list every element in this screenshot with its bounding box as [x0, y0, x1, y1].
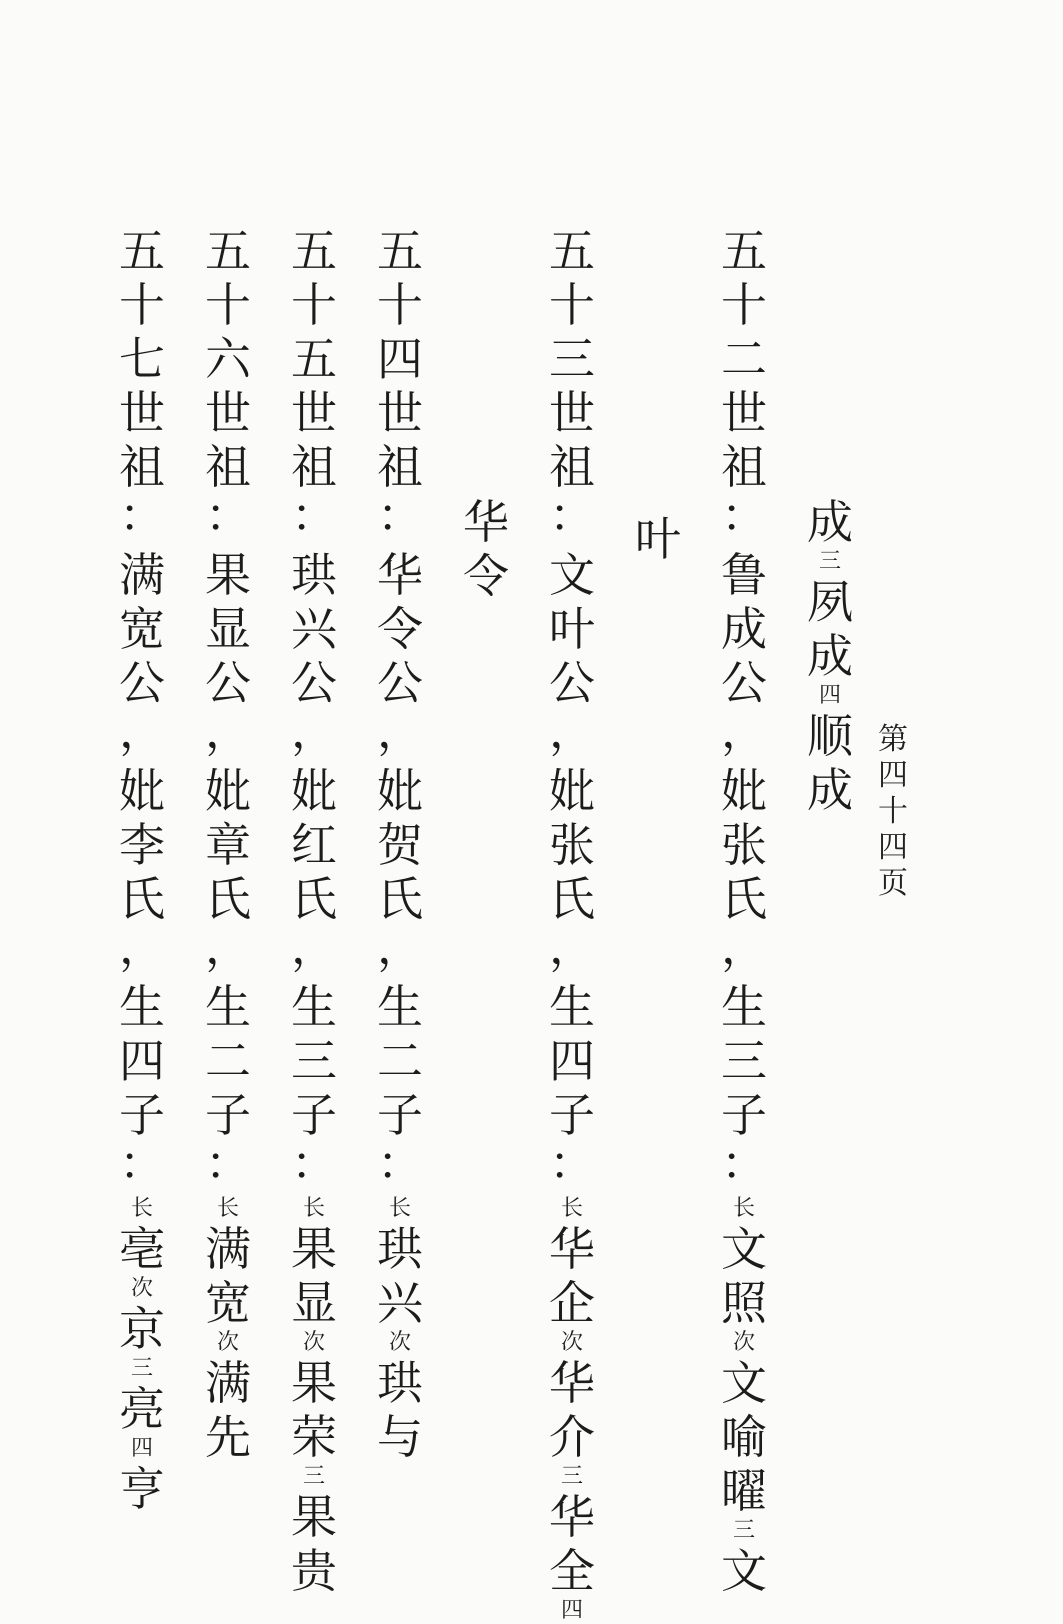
- text-char: 世: [721, 386, 767, 440]
- annotation-char: 四: [560, 1598, 583, 1623]
- text-char: 祖: [119, 440, 165, 494]
- text-char: 令: [377, 602, 423, 656]
- annotation-char: 长: [388, 1196, 411, 1221]
- text-char: 文: [721, 1544, 767, 1598]
- text-char: 夙: [807, 575, 853, 629]
- text-char: 公: [377, 656, 423, 710]
- text-char: 果: [291, 1356, 337, 1410]
- text-char: 公: [549, 656, 595, 710]
- annotation-char: 长: [216, 1196, 239, 1221]
- text-char: 四: [549, 1034, 595, 1088]
- text-char: 生: [119, 980, 165, 1034]
- text-char: 祖: [549, 440, 595, 494]
- text-char: 四: [377, 332, 423, 386]
- text-char: ，: [205, 920, 251, 974]
- text-char: 章: [205, 818, 251, 872]
- text-char: 华: [549, 1490, 595, 1544]
- annotation-char: 长: [732, 1196, 755, 1221]
- text-char: ，: [377, 920, 423, 974]
- text-char: 十: [549, 278, 595, 332]
- annotation-char: 长: [130, 1196, 153, 1221]
- text-char: ：: [119, 1136, 165, 1190]
- text-column-col-57: [112, 224, 172, 1516]
- text-char: 华: [549, 1356, 595, 1410]
- text-char: 氏: [549, 872, 595, 926]
- annotation-char: 长: [560, 1196, 583, 1221]
- text-char: 珙: [291, 548, 337, 602]
- text-char: 兴: [377, 1276, 423, 1330]
- text-column-col-52: [714, 224, 774, 1598]
- text-char: 张: [549, 818, 595, 872]
- annotation-char: 三: [560, 1464, 583, 1489]
- annotation-char: 四: [130, 1436, 153, 1461]
- text-char: 子: [549, 1088, 595, 1142]
- text-char: 十: [721, 278, 767, 332]
- text-char: 世: [119, 386, 165, 440]
- text-char: 生: [377, 980, 423, 1034]
- text-char: 显: [291, 1276, 337, 1330]
- text-char: ：: [291, 1136, 337, 1190]
- text-char: 五: [721, 224, 767, 278]
- text-char: 与: [377, 1410, 423, 1464]
- text-char: ：: [205, 488, 251, 542]
- text-char: 生: [721, 980, 767, 1034]
- text-column-col-53-cont: [628, 512, 688, 566]
- text-char: 贵: [291, 1544, 337, 1598]
- text-char: ：: [377, 488, 423, 542]
- text-column-col-54-cont: [456, 495, 516, 603]
- annotation-char: 次: [560, 1330, 583, 1355]
- text-char: ，: [119, 920, 165, 974]
- text-char: 宽: [119, 602, 165, 656]
- text-char: 祖: [205, 440, 251, 494]
- text-column-col-53: [542, 224, 602, 1624]
- text-char: 贺: [377, 818, 423, 872]
- annotation-char: 次: [732, 1330, 755, 1355]
- text-char: 喻: [721, 1410, 767, 1464]
- text-char: 三: [549, 332, 595, 386]
- text-char: 五: [377, 224, 423, 278]
- text-char: 子: [205, 1088, 251, 1142]
- text-char: ，: [119, 704, 165, 758]
- text-char: ，: [549, 920, 595, 974]
- text-char: 世: [205, 386, 251, 440]
- text-char: 文: [721, 1222, 767, 1276]
- text-char: 亨: [119, 1462, 165, 1516]
- annotation-char: 三: [302, 1464, 325, 1489]
- text-char: 七: [119, 332, 165, 386]
- text-char: ，: [205, 704, 251, 758]
- text-column-col-54: [370, 224, 430, 1464]
- text-char: ，: [721, 920, 767, 974]
- text-char: ：: [119, 488, 165, 542]
- text-char: ，: [291, 920, 337, 974]
- text-char: 满: [205, 1356, 251, 1410]
- text-char: 公: [721, 656, 767, 710]
- text-char: 妣: [549, 764, 595, 818]
- text-char: 叶: [635, 512, 681, 566]
- text-char: ：: [377, 1136, 423, 1190]
- text-char: 公: [205, 656, 251, 710]
- text-char: 兴: [291, 602, 337, 656]
- text-char: 五: [205, 224, 251, 278]
- text-char: 珙: [377, 1356, 423, 1410]
- text-char: 五: [119, 224, 165, 278]
- text-char: 妣: [291, 764, 337, 818]
- text-char: 子: [721, 1088, 767, 1142]
- text-char: 介: [549, 1410, 595, 1464]
- text-char: 全: [549, 1544, 595, 1598]
- text-char: ：: [549, 1136, 595, 1190]
- text-char: 世: [377, 386, 423, 440]
- text-char: 妣: [205, 764, 251, 818]
- text-char: 企: [549, 1276, 595, 1330]
- text-char: 张: [721, 818, 767, 872]
- annotation-char: 次: [388, 1330, 411, 1355]
- text-char: 四: [119, 1034, 165, 1088]
- text-char: 叶: [549, 602, 595, 656]
- text-char: 满: [119, 548, 165, 602]
- text-char: 五: [291, 332, 337, 386]
- text-char: ，: [377, 704, 423, 758]
- text-char: ：: [291, 488, 337, 542]
- text-char: 五: [549, 224, 595, 278]
- text-char: 华: [377, 548, 423, 602]
- text-char: 六: [205, 332, 251, 386]
- text-column-col-52-cont: [800, 495, 860, 817]
- text-char: 氏: [721, 872, 767, 926]
- text-char: 五: [291, 224, 337, 278]
- text-column-col-56: [198, 224, 258, 1464]
- text-char: 十: [377, 278, 423, 332]
- text-char: 公: [119, 656, 165, 710]
- text-char: ：: [721, 1136, 767, 1190]
- text-char: 十: [205, 278, 251, 332]
- text-char: 果: [205, 548, 251, 602]
- text-char: 红: [291, 818, 337, 872]
- text-char: 亳: [119, 1222, 165, 1276]
- text-char: 顺: [807, 709, 853, 763]
- text-char: 氏: [119, 872, 165, 926]
- text-char: 子: [291, 1088, 337, 1142]
- text-char: 宽: [205, 1276, 251, 1330]
- annotation-char: 次: [302, 1330, 325, 1355]
- text-char: 京: [119, 1302, 165, 1356]
- text-char: 祖: [291, 440, 337, 494]
- annotation-char: 四: [818, 683, 841, 708]
- text-char: 亮: [119, 1382, 165, 1436]
- text-char: 二: [377, 1034, 423, 1088]
- text-char: 公: [291, 656, 337, 710]
- text-char: ：: [549, 488, 595, 542]
- text-char: 妣: [119, 764, 165, 818]
- text-char: 二: [721, 332, 767, 386]
- annotation-char: 三: [130, 1356, 153, 1381]
- text-char: 曜: [721, 1464, 767, 1518]
- text-char: ：: [205, 1136, 251, 1190]
- text-char: 妣: [721, 764, 767, 818]
- text-char: 果: [291, 1490, 337, 1544]
- text-char: 二: [205, 1034, 251, 1088]
- text-char: 荣: [291, 1410, 337, 1464]
- text-char: 祖: [377, 440, 423, 494]
- text-char: 氏: [377, 872, 423, 926]
- text-char: 十: [119, 278, 165, 332]
- text-char: 鲁: [721, 548, 767, 602]
- annotation-char: 三: [732, 1518, 755, 1543]
- text-char: 子: [377, 1088, 423, 1142]
- text-char: 华: [549, 1222, 595, 1276]
- text-char: 成: [807, 763, 853, 817]
- text-char: 满: [205, 1222, 251, 1276]
- text-char: 世: [549, 386, 595, 440]
- text-char: 文: [549, 548, 595, 602]
- text-char: 生: [205, 980, 251, 1034]
- text-char: 李: [119, 818, 165, 872]
- text-char: 成: [807, 495, 853, 549]
- text-char: 成: [721, 602, 767, 656]
- text-char: 令: [463, 549, 509, 603]
- annotation-char: 次: [216, 1330, 239, 1355]
- text-char: 先: [205, 1410, 251, 1464]
- text-char: 十: [291, 278, 337, 332]
- text-char: 生: [291, 980, 337, 1034]
- text-char: ，: [291, 704, 337, 758]
- text-char: 氏: [291, 872, 337, 926]
- text-char: 生: [549, 980, 595, 1034]
- text-char: 珙: [377, 1222, 423, 1276]
- text-char: ，: [549, 704, 595, 758]
- annotation-char: 次: [130, 1276, 153, 1301]
- annotation-char: 三: [818, 549, 841, 574]
- text-char: 妣: [377, 764, 423, 818]
- text-char: 祖: [721, 440, 767, 494]
- text-char: ，: [721, 704, 767, 758]
- text-char: 果: [291, 1222, 337, 1276]
- text-char: 成: [807, 629, 853, 683]
- text-char: 文: [721, 1356, 767, 1410]
- annotation-char: 长: [302, 1196, 325, 1221]
- text-char: 照: [721, 1276, 767, 1330]
- text-char: 华: [463, 495, 509, 549]
- text-char: 三: [291, 1034, 337, 1088]
- page-number: 第 四 十 四 页: [878, 722, 908, 901]
- text-char: 氏: [205, 872, 251, 926]
- text-char: ：: [721, 488, 767, 542]
- text-column-col-55: [284, 224, 344, 1598]
- text-char: 世: [291, 386, 337, 440]
- text-char: 显: [205, 602, 251, 656]
- text-char: 子: [119, 1088, 165, 1142]
- text-char: 三: [721, 1034, 767, 1088]
